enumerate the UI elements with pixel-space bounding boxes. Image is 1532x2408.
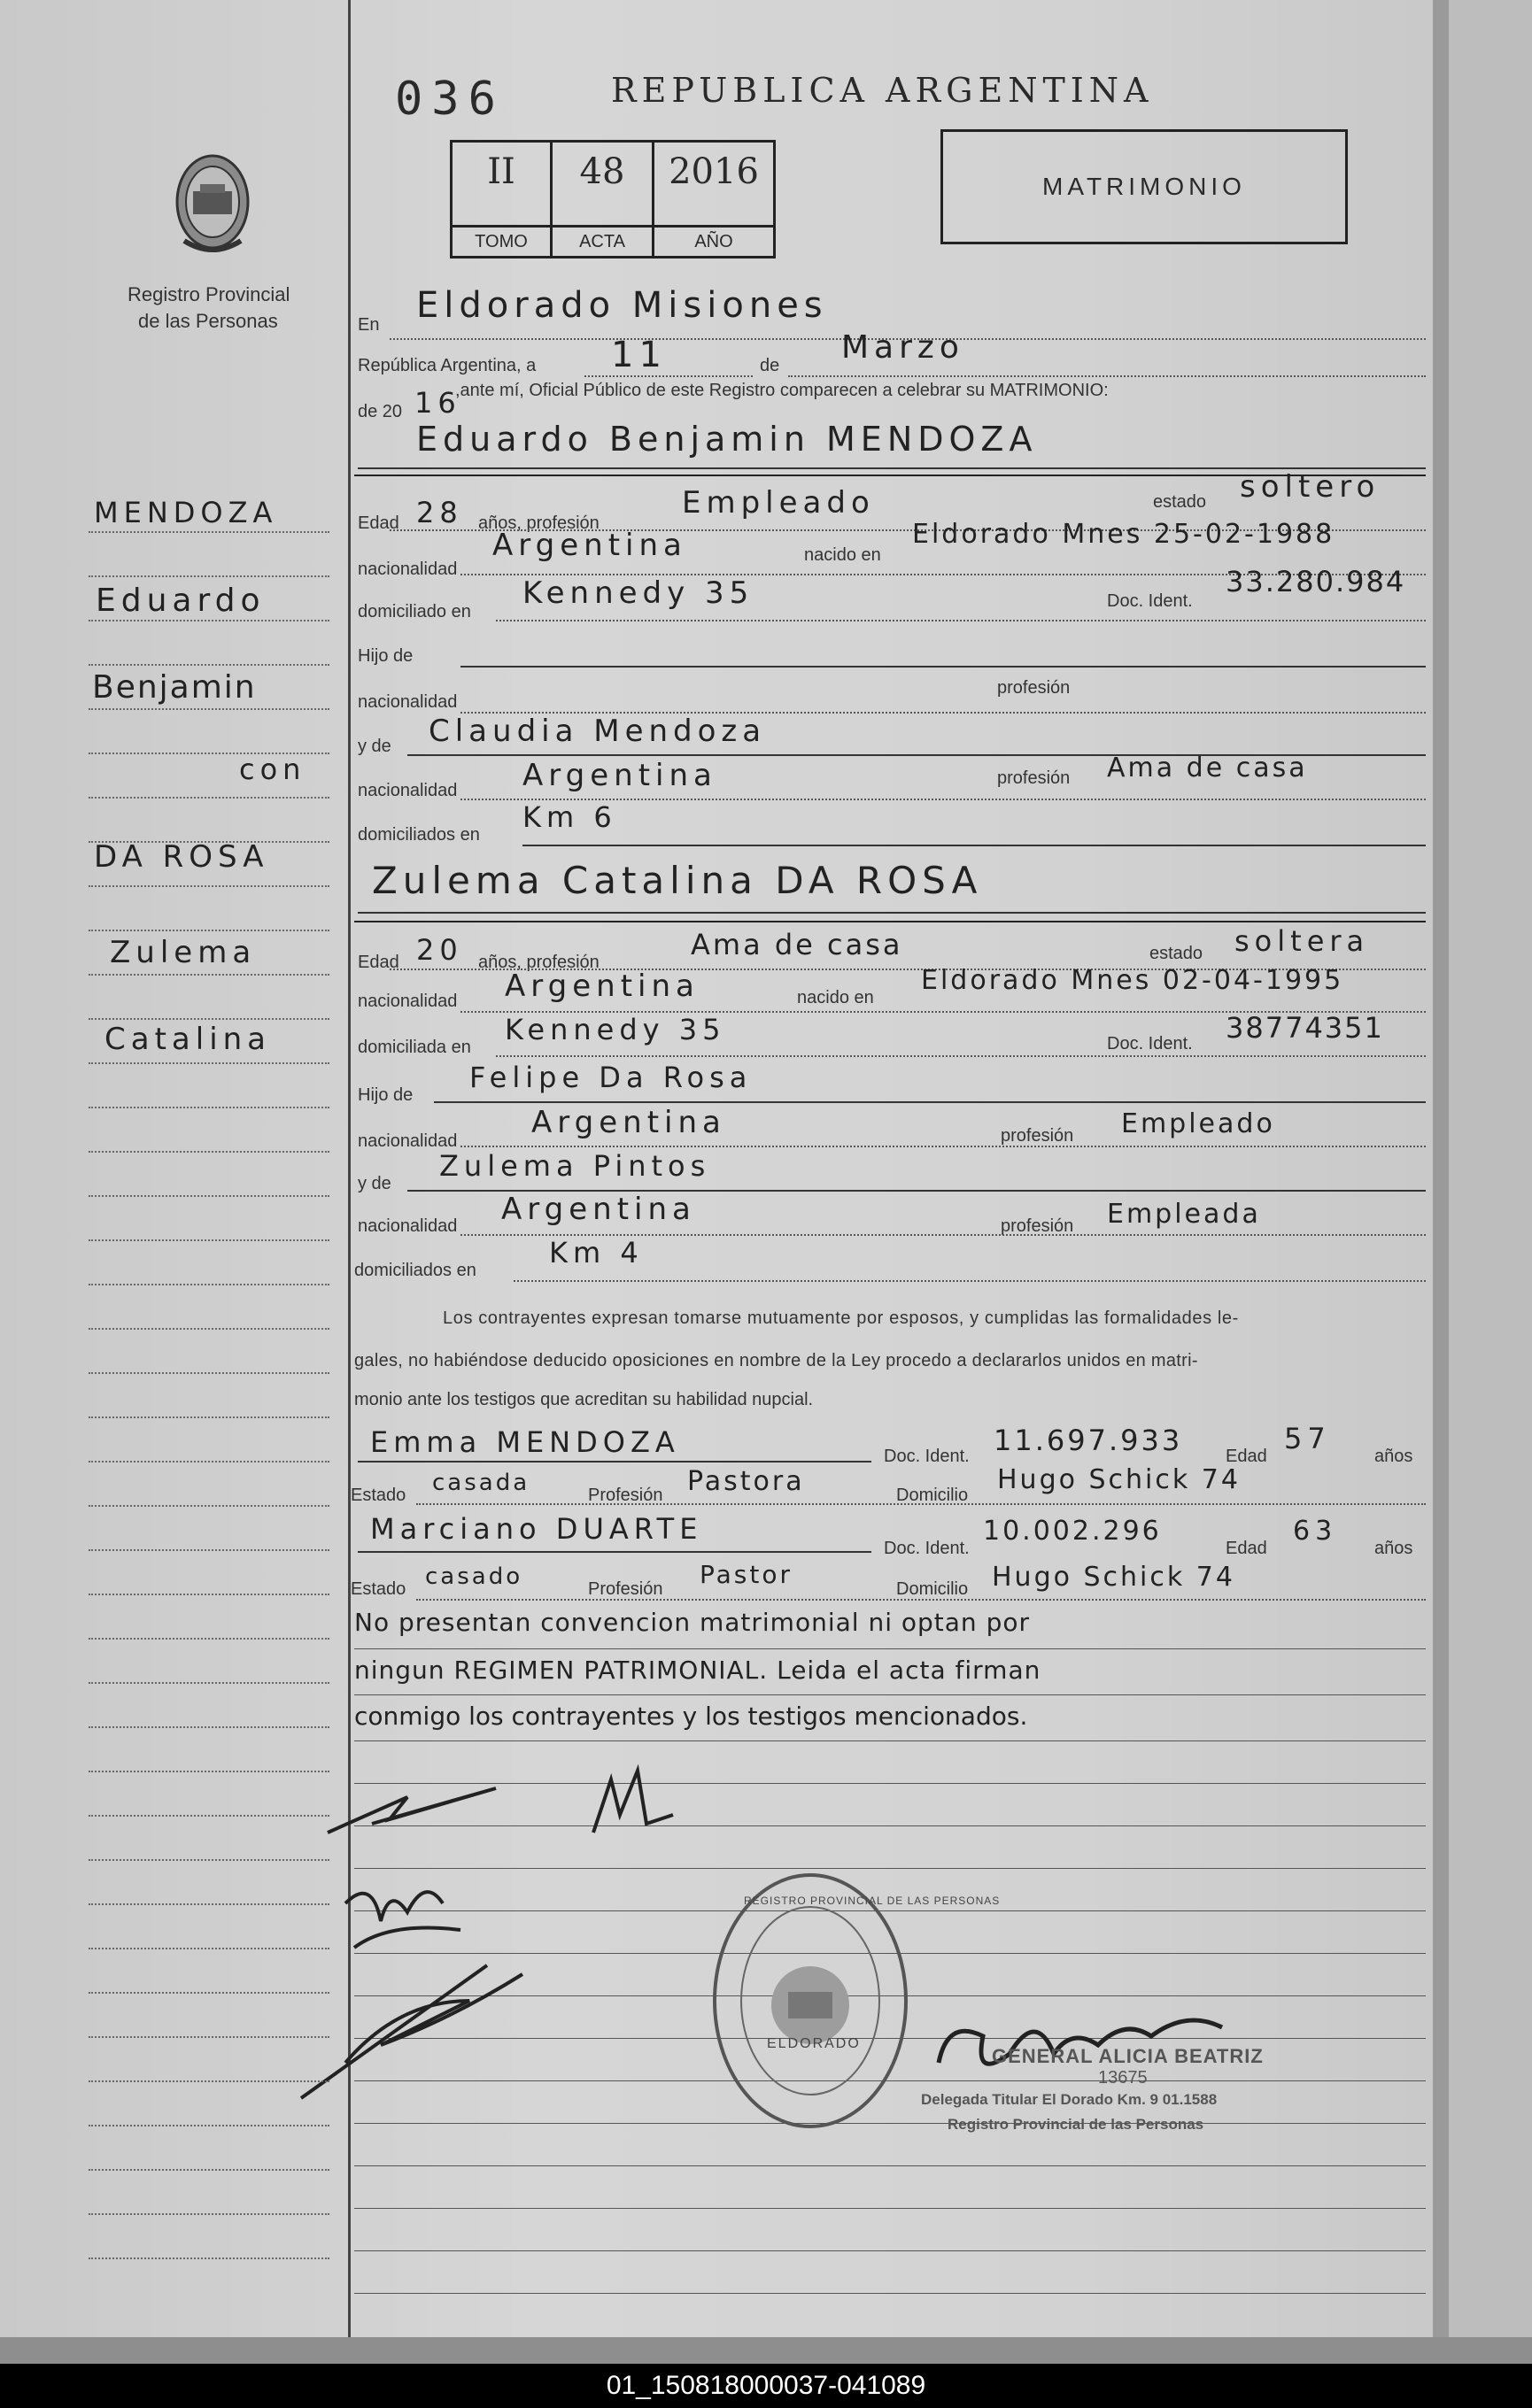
bride-mother-prof: Empleada (1107, 1199, 1261, 1230)
margin-groom-surname: MENDOZA (94, 496, 278, 529)
margin-groom-name1: Eduardo (96, 583, 266, 619)
groom-dom-label: domiciliado en (358, 602, 471, 621)
bride-mother-prof-label: profesión (1001, 1216, 1074, 1236)
groom-profesion-label: años, profesión (478, 513, 600, 533)
groom-mother-nac: Argentina (522, 758, 717, 793)
witness2-dom: Hugo Schick 74 (992, 1562, 1235, 1593)
groom-nac-label: nacionalidad (358, 560, 458, 579)
seal-place: ELDORADO (767, 2036, 861, 2051)
acta-box (450, 140, 776, 259)
witness2-edad: 63 (1293, 1516, 1338, 1547)
month-value: Marzo (841, 329, 964, 366)
act-number: 036 (395, 73, 505, 126)
declaration-line3: monio ante los testigos que acreditan su habilidad nupcial. (354, 1390, 814, 1409)
bride-mother-nac: Argentina (501, 1192, 696, 1227)
year-suffix: 16 (414, 386, 461, 420)
officer-stamp-line1: Delegada Titular El Dorado Km. 9 01.1588 (921, 2091, 1218, 2108)
bride-profesion-label: años, profesión (478, 953, 600, 972)
officer-number: 13675 (1098, 2068, 1148, 2088)
groom-nacido-value: Eldorado Mnes 25-02-1988 (912, 519, 1335, 550)
groom-parents-dom-label: domiciliados en (358, 825, 480, 845)
bride-father-nac: Argentina (531, 1105, 726, 1140)
groom-estado-value: soltero (1240, 469, 1381, 505)
witness2-edad-label: Edad (1226, 1539, 1267, 1558)
groom-estado-label: estado (1153, 492, 1207, 512)
bride-nacido-label: nacido en (797, 988, 874, 1007)
groom-nacido-label: nacido en (804, 545, 881, 565)
witness2-doc: 10.002.296 (983, 1516, 1162, 1547)
note-line2: ningun REGIMEN PATRIMONIAL. Leida el acta firman (354, 1656, 1041, 1685)
bride-dom-label: domiciliada en (358, 1038, 471, 1057)
intro-text: ,ante mí, Oficial Público de este Registro comparecen a celebrar su MATRIMONIO: (455, 381, 1109, 400)
acta-value: 48 (579, 151, 625, 192)
witness1-prof-label: Profesión (588, 1486, 663, 1505)
witness2-doc-label: Doc. Ident. (884, 1539, 970, 1558)
file-caption: 01_150818000037-041089 (0, 2364, 1532, 2408)
anio-label: AÑO (654, 225, 773, 256)
witness1-edad: 57 (1284, 1422, 1331, 1455)
bride-doc-value: 38774351 (1226, 1011, 1384, 1045)
republica-label: República Argentina, a (358, 356, 537, 375)
bride-father-prof-label: profesión (1001, 1126, 1074, 1146)
bride-estado-value: soltera (1234, 924, 1370, 958)
margin-bride-surname: DA ROSA (94, 839, 269, 875)
tomo-value: II (487, 151, 515, 192)
witness1-name: Emma MENDOZA (370, 1425, 680, 1459)
bride-father-label: Hijo de (358, 1085, 414, 1105)
scan-bottom-edge (0, 2337, 1532, 2364)
witness1-prof: Pastora (687, 1466, 805, 1497)
declaration-line1: Los contrayentes expresan tomarse mutuamente por esposos, y cumplidas las formalidades le- (443, 1308, 1239, 1328)
groom-father-label: Hijo de (358, 646, 414, 666)
witness1-estado-label: Estado (351, 1486, 406, 1505)
acta-cell (553, 143, 654, 256)
witness2-name: Marciano DUARTE (370, 1512, 703, 1546)
witness1-dom-label: Domicilio (896, 1486, 969, 1505)
official-seal-icon (708, 1868, 912, 2134)
declaration-line2: gales, no habiéndose deducido oposiciones en nombre de la Ley procedo a declararlos unidos en matri- (354, 1351, 1198, 1370)
document-type-box: MATRIMONIO (940, 129, 1348, 244)
bride-estado-label: estado (1149, 944, 1203, 963)
bride-nac-value: Argentina (505, 969, 700, 1004)
bride-mother-nac-label: nacionalidad (358, 1216, 458, 1236)
signature-groom-icon (319, 1771, 531, 1841)
margin-bride-name1: Zulema (110, 935, 257, 970)
note-line1: No presentan convencion matrimonial ni optan por (354, 1608, 1030, 1637)
en-label: En (358, 315, 380, 335)
witness1-edad-label: Edad (1226, 1447, 1267, 1466)
bride-mother-name: Zulema Pintos (439, 1149, 711, 1183)
signature-bride-icon (584, 1762, 691, 1841)
de-label: de (760, 356, 780, 375)
witness1-dom: Hugo Schick 74 (997, 1464, 1241, 1495)
groom-mother-name: Claudia Mendoza (429, 714, 767, 749)
witness1-anos-label: años (1374, 1447, 1413, 1466)
bride-full-name: Zulema Catalina DA ROSA (372, 859, 983, 902)
bride-doc-label: Doc. Ident. (1107, 1034, 1193, 1054)
groom-nac-value: Argentina (492, 528, 687, 563)
place-value: Eldorado Misiones (416, 285, 828, 326)
bride-profesion-value: Ama de casa (691, 928, 903, 961)
bride-mother-label: y de (358, 1174, 391, 1193)
groom-profesion-value: Empleado (682, 485, 875, 521)
tomo-label: TOMO (453, 225, 550, 256)
groom-father-nac-label: nacionalidad (358, 692, 458, 712)
note-line3: conmigo los contrayentes y los testigos mencionados. (354, 1702, 1028, 1731)
year-prefix: de 20 (358, 402, 403, 421)
signature-witness2-icon (292, 1948, 576, 2107)
bride-father-name: Felipe Da Rosa (469, 1061, 753, 1094)
anio-value: 2016 (669, 151, 759, 192)
witness1-doc: 11.697.933 (994, 1424, 1183, 1457)
groom-full-name: Eduardo Benjamin MENDOZA (416, 420, 1038, 459)
witness2-estado-label: Estado (351, 1579, 406, 1599)
acta-label: ACTA (553, 225, 652, 256)
margin-bride-name2: Catalina (104, 1022, 272, 1057)
groom-mother-prof: Ama de casa (1107, 752, 1308, 783)
bride-edad-label: Edad (358, 953, 399, 972)
bride-nacido-value: Eldorado Mnes 02-04-1995 (921, 965, 1344, 996)
bride-father-nac-label: nacionalidad (358, 1131, 458, 1151)
book-spine-edge (1449, 0, 1532, 2337)
registry-name-line1: Registro Provincial (128, 283, 290, 305)
witness2-prof-label: Profesión (588, 1579, 663, 1599)
groom-edad-value: 28 (416, 496, 463, 529)
day-value: 11 (611, 335, 667, 375)
groom-mother-label: y de (358, 737, 391, 756)
witness1-estado: casada (432, 1470, 530, 1496)
officer-stamp-line2: Registro Provincial de las Personas (948, 2116, 1204, 2133)
witness1-doc-label: Doc. Ident. (884, 1447, 970, 1466)
registry-name-line2: de las Personas (138, 310, 278, 332)
groom-father-prof-label: profesión (997, 678, 1071, 698)
witness2-estado: casado (425, 1563, 523, 1590)
groom-dom-value: Kennedy 35 (522, 575, 754, 611)
tomo-cell (453, 143, 553, 256)
groom-doc-label: Doc. Ident. (1107, 591, 1193, 611)
anio-cell (654, 143, 773, 256)
witness2-prof: Pastor (700, 1560, 793, 1589)
bride-father-prof: Empleado (1121, 1108, 1275, 1139)
book-spine (1433, 0, 1449, 2337)
bride-parents-dom: Km 4 (549, 1236, 644, 1270)
groom-mother-prof-label: profesión (997, 768, 1071, 788)
bride-dom-value: Kennedy 35 (505, 1013, 726, 1046)
bride-parents-dom-label: domiciliados en (354, 1261, 476, 1280)
witness2-anos-label: años (1374, 1539, 1413, 1558)
groom-edad-label: Edad (358, 513, 399, 533)
misiones-coat-of-arms-icon (166, 149, 259, 266)
groom-parents-dom: Km 6 (522, 800, 617, 834)
seal-text: REGISTRO PROVINCIAL DE LAS PERSONAS (744, 1895, 1001, 1907)
bride-edad-value: 20 (416, 933, 463, 967)
witness2-dom-label: Domicilio (896, 1579, 969, 1599)
groom-doc-value: 33.280.984 (1226, 565, 1406, 598)
margin-groom-name2: Benjamin (92, 669, 257, 706)
groom-mother-nac-label: nacionalidad (358, 781, 458, 800)
bride-nac-label: nacionalidad (358, 992, 458, 1011)
officer-name: GENERAL ALICIA BEATRIZ (992, 2045, 1264, 2067)
margin-con: con (239, 752, 306, 786)
country-title: REPUBLICA ARGENTINA (611, 71, 1154, 110)
